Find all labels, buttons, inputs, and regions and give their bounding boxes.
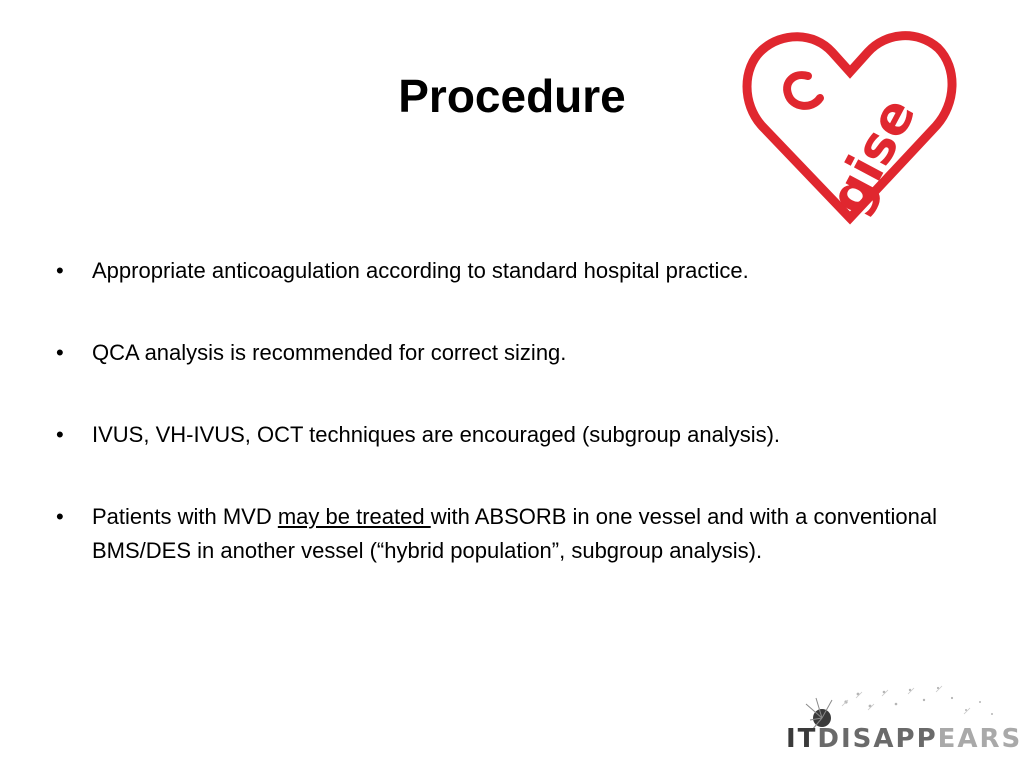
bullet-text: QCA analysis is recommended for correct sizing. — [92, 340, 567, 365]
bullet-marker: • — [56, 504, 64, 529]
bullet-text: Appropriate anticoagulation according to standard hospital practice. — [92, 258, 749, 283]
bullet-marker: • — [56, 422, 64, 447]
gise-logo — [738, 16, 960, 230]
bullet-text-before: Patients with MVD — [92, 504, 278, 529]
slide-title: Procedure — [398, 70, 626, 122]
wordmark-ears: EARS — [937, 724, 1023, 754]
bullet-text-underlined: may be treated — [277, 504, 431, 529]
bullet-list — [56, 254, 956, 616]
it-disappears-logo — [786, 680, 1023, 760]
bullet-item-1 — [56, 254, 956, 288]
gise-heart-icon — [738, 16, 960, 230]
bullet-marker: • — [56, 258, 64, 283]
it-disappears-wordmark — [786, 724, 1022, 754]
gise-logo-text: gise — [818, 88, 928, 224]
bullet-item-3 — [56, 418, 956, 452]
wordmark-disapp: DISAPP — [817, 724, 938, 754]
bullet-text-after: with ABSORB in one vessel and with a conventional BMS/DES in another vessel (“hybrid population”, subgroup analysis). — [92, 504, 938, 563]
bullet-item-2 — [56, 336, 956, 370]
bullet-text: IVUS, VH-IVUS, OCT techniques are encouraged (subgroup analysis). — [92, 422, 781, 447]
bullet-item-4 — [56, 500, 956, 568]
wordmark-it: IT — [786, 724, 818, 754]
bullet-marker: • — [56, 340, 64, 365]
